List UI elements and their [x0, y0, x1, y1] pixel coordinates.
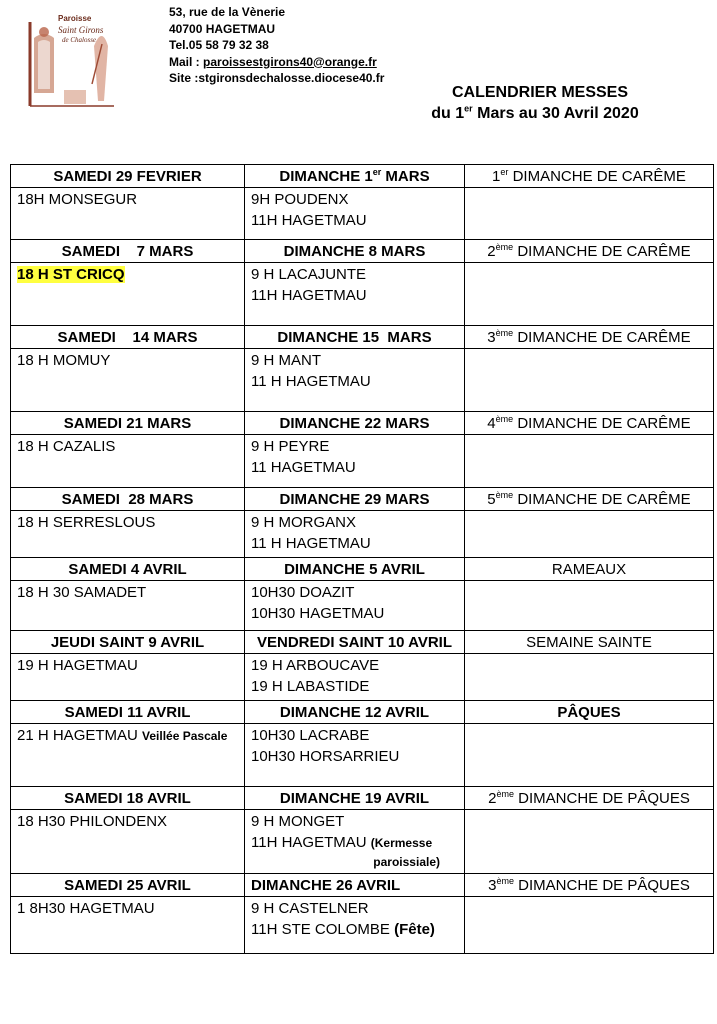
- feast-empty-cell: [465, 810, 714, 874]
- sunday-mass-2: 11 H HAGETMAU: [251, 373, 371, 390]
- sunday-header-pre: DIMANCHE 1: [279, 168, 373, 185]
- feast-label: [465, 326, 714, 349]
- saturday-header: SAMEDI 14 MARS: [11, 326, 245, 349]
- feast-text: DIMANCHE DE CARÊME: [513, 491, 691, 508]
- feast-label: [465, 412, 714, 435]
- sunday-masses: [245, 810, 465, 874]
- sunday-mass-2-note: (Fête): [394, 921, 435, 938]
- sunday-masses: [245, 897, 465, 954]
- sunday-masses: [245, 349, 465, 412]
- week-mass-row: [11, 263, 714, 326]
- address-block: [169, 4, 384, 87]
- sunday-mass-2: 11 HAGETMAU: [251, 459, 356, 476]
- sunday-header: DIMANCHE 26 AVRIL: [245, 874, 465, 897]
- feast-text: DIMANCHE DE PÂQUES: [513, 790, 690, 807]
- sunday-mass-2-note: (Kermesse: [370, 836, 433, 850]
- feast-label: PÂQUES: [465, 701, 714, 724]
- feast-label: [465, 165, 714, 188]
- feast-label: [465, 787, 714, 810]
- sunday-mass-2: 10H30 HORSARRIEU: [251, 748, 400, 765]
- saturday-header: SAMEDI 25 AVRIL: [11, 874, 245, 897]
- feast-sup: er: [500, 167, 509, 177]
- feast-num: 4: [487, 415, 496, 432]
- sunday-header: VENDREDI SAINT 10 AVRIL: [245, 631, 465, 654]
- feast-label: SEMAINE SAINTE: [465, 631, 714, 654]
- feast-num: 1: [492, 168, 501, 185]
- feast-empty-cell: [465, 188, 714, 240]
- feast-label: [465, 874, 714, 897]
- saturday-mass-text: 21 H HAGETMAU: [17, 727, 143, 744]
- feast-empty-cell: [465, 263, 714, 326]
- saturday-header: SAMEDI 29 FEVRIER: [11, 165, 245, 188]
- saturday-mass: 18 H 30 SAMADET: [11, 581, 245, 631]
- mail-label: Mail :: [169, 54, 204, 69]
- saturday-mass: 18H MONSEGUR: [11, 188, 245, 240]
- feast-empty-cell: [465, 724, 714, 787]
- feast-text: DIMANCHE DE CARÊME: [513, 243, 691, 260]
- parish-logo-icon: [24, 8, 122, 108]
- saturday-mass-note: Veillée Pascale: [142, 729, 228, 743]
- week-header-row: [11, 412, 714, 435]
- saturday-mass: 18 H CAZALIS: [11, 435, 245, 488]
- sunday-mass-1: 10H30 LACRABE: [251, 727, 370, 744]
- week-mass-row: [11, 810, 714, 874]
- sunday-mass-1: 9 H CASTELNER: [251, 900, 369, 917]
- feast-empty-cell: [465, 349, 714, 412]
- feast-empty-cell: [465, 581, 714, 631]
- sunday-header: DIMANCHE 8 MARS: [245, 240, 465, 263]
- logo-text-chalosse: de Chalosse: [62, 36, 97, 44]
- sunday-mass-2-note-cont: paroissiale): [373, 855, 440, 869]
- sunday-masses: [245, 724, 465, 787]
- week-mass-row: [11, 897, 714, 954]
- subtitle-pre: du 1: [431, 105, 465, 122]
- address-street: 53, rue de la Vènerie: [169, 5, 286, 19]
- mail-link[interactable]: paroissestgirons40@orange.fr: [203, 54, 377, 69]
- feast-empty-cell: [465, 435, 714, 488]
- feast-num: 2: [487, 243, 496, 260]
- feast-label: [465, 488, 714, 511]
- saturday-header: SAMEDI 7 MARS: [11, 240, 245, 263]
- sunday-mass-1: 9 H MONGET: [251, 813, 345, 830]
- sunday-masses: [245, 188, 465, 240]
- sunday-masses: [245, 511, 465, 558]
- week-mass-row: [11, 724, 714, 787]
- sunday-mass-2-row: [251, 919, 458, 940]
- sunday-masses: [245, 581, 465, 631]
- week-mass-row: [11, 435, 714, 488]
- sunday-header: [245, 165, 465, 188]
- address-mail-row: [169, 54, 384, 71]
- sunday-mass-2: 11H HAGETMAU: [251, 834, 371, 851]
- saturday-mass: [11, 724, 245, 787]
- sunday-header: DIMANCHE 22 MARS: [245, 412, 465, 435]
- subtitle-post: Mars au 30 Avril 2020: [472, 105, 639, 122]
- sunday-mass-1: 9 H MORGANX: [251, 514, 357, 531]
- sunday-header: DIMANCHE 19 AVRIL: [245, 787, 465, 810]
- feast-sup: ème: [495, 242, 514, 252]
- saturday-header: SAMEDI 21 MARS: [11, 412, 245, 435]
- feast-num: 3: [487, 329, 496, 346]
- sunday-header: DIMANCHE 5 AVRIL: [245, 558, 465, 581]
- week-header-row: [11, 165, 714, 188]
- saturday-mass: [11, 263, 245, 326]
- feast-sup: ème: [495, 328, 514, 338]
- subtitle-sup: er: [464, 103, 473, 114]
- week-mass-row: [11, 349, 714, 412]
- saturday-header: SAMEDI 28 MARS: [11, 488, 245, 511]
- week-header-row: [11, 488, 714, 511]
- sunday-mass-1: 19 H ARBOUCAVE: [251, 657, 380, 674]
- feast-sup: ème: [495, 414, 514, 424]
- week-header-row: [11, 874, 714, 897]
- sunday-header: DIMANCHE 15 MARS: [245, 326, 465, 349]
- sunday-header: DIMANCHE 29 MARS: [245, 488, 465, 511]
- feast-text: DIMANCHE DE CARÊME: [513, 415, 691, 432]
- sunday-mass-1: 10H30 DOAZIT: [251, 584, 355, 601]
- sunday-mass-2: 11H STE COLOMBE: [251, 921, 395, 938]
- saturday-header: SAMEDI 11 AVRIL: [11, 701, 245, 724]
- saturday-mass: 18 H30 PHILONDENX: [11, 810, 245, 874]
- sunday-mass-1: 9H POUDENX: [251, 191, 349, 208]
- week-header-row: [11, 326, 714, 349]
- sunday-mass-1: 9 H MANT: [251, 352, 322, 369]
- feast-empty-cell: [465, 654, 714, 701]
- feast-text: DIMANCHE DE PÂQUES: [513, 877, 690, 894]
- sunday-mass-2: 10H30 HAGETMAU: [251, 605, 385, 622]
- feast-label: [465, 240, 714, 263]
- address-city: 40700 HAGETMAU: [169, 21, 276, 36]
- saturday-mass: 18 H MOMUY: [11, 349, 245, 412]
- feast-sup: ème: [496, 789, 514, 799]
- sunday-mass-2: 11H HAGETMAU: [251, 212, 367, 229]
- feast-text: DIMANCHE DE CARÊME: [513, 329, 691, 346]
- mass-calendar-table: [10, 164, 714, 954]
- week-header-row: [11, 787, 714, 810]
- sunday-masses: [245, 435, 465, 488]
- sunday-mass-2: 19 H LABASTIDE: [251, 678, 370, 695]
- feast-empty-cell: [465, 511, 714, 558]
- page-subtitle: [415, 105, 655, 123]
- sunday-mass-2: 11 H HAGETMAU: [251, 535, 371, 552]
- feast-empty-cell: [465, 897, 714, 954]
- feast-sup: ème: [495, 490, 514, 500]
- sunday-mass-1: 9 H LACAJUNTE: [251, 266, 367, 283]
- week-mass-row: [11, 654, 714, 701]
- week-header-row: [11, 240, 714, 263]
- saturday-mass: 18 H SERRESLOUS: [11, 511, 245, 558]
- sunday-masses: [245, 654, 465, 701]
- week-header-row: [11, 701, 714, 724]
- address-site: Site :stgironsdechalosse.diocese40.fr: [169, 71, 385, 85]
- week-header-row: [11, 631, 714, 654]
- saturday-header: JEUDI SAINT 9 AVRIL: [11, 631, 245, 654]
- feast-num: 2: [488, 790, 497, 807]
- saturday-mass: 1 8H30 HAGETMAU: [11, 897, 245, 954]
- address-tel: Tel.05 58 79 32 38: [169, 38, 269, 52]
- week-mass-row: [11, 581, 714, 631]
- week-mass-row: [11, 511, 714, 558]
- logo-text-paroisse: Paroisse: [58, 14, 92, 23]
- feast-num: 5: [487, 491, 496, 508]
- sunday-header-sup: er: [372, 167, 382, 177]
- sunday-header-post: MARS: [381, 168, 430, 185]
- parish-logo: [24, 8, 122, 108]
- feast-text: DIMANCHE DE CARÊME: [508, 168, 686, 185]
- feast-label: RAMEAUX: [465, 558, 714, 581]
- saturday-header: SAMEDI 4 AVRIL: [11, 558, 245, 581]
- sunday-mass-2-row: [251, 832, 458, 854]
- highlighted-mass: 18 H ST CRICQ: [17, 266, 125, 283]
- saturday-header: SAMEDI 18 AVRIL: [11, 787, 245, 810]
- week-header-row: [11, 558, 714, 581]
- sunday-masses: [245, 263, 465, 326]
- page-title: CALENDRIER MESSES: [451, 84, 629, 101]
- logo-text-saint-girons: Saint Girons: [58, 25, 104, 35]
- sunday-mass-1: 9 H PEYRE: [251, 438, 330, 455]
- saturday-mass: 19 H HAGETMAU: [11, 654, 245, 701]
- feast-sup: ème: [496, 876, 514, 886]
- sunday-mass-2: 11H HAGETMAU: [251, 287, 367, 304]
- feast-num: 3: [488, 877, 497, 894]
- sunday-header: DIMANCHE 12 AVRIL: [245, 701, 465, 724]
- week-mass-row: [11, 188, 714, 240]
